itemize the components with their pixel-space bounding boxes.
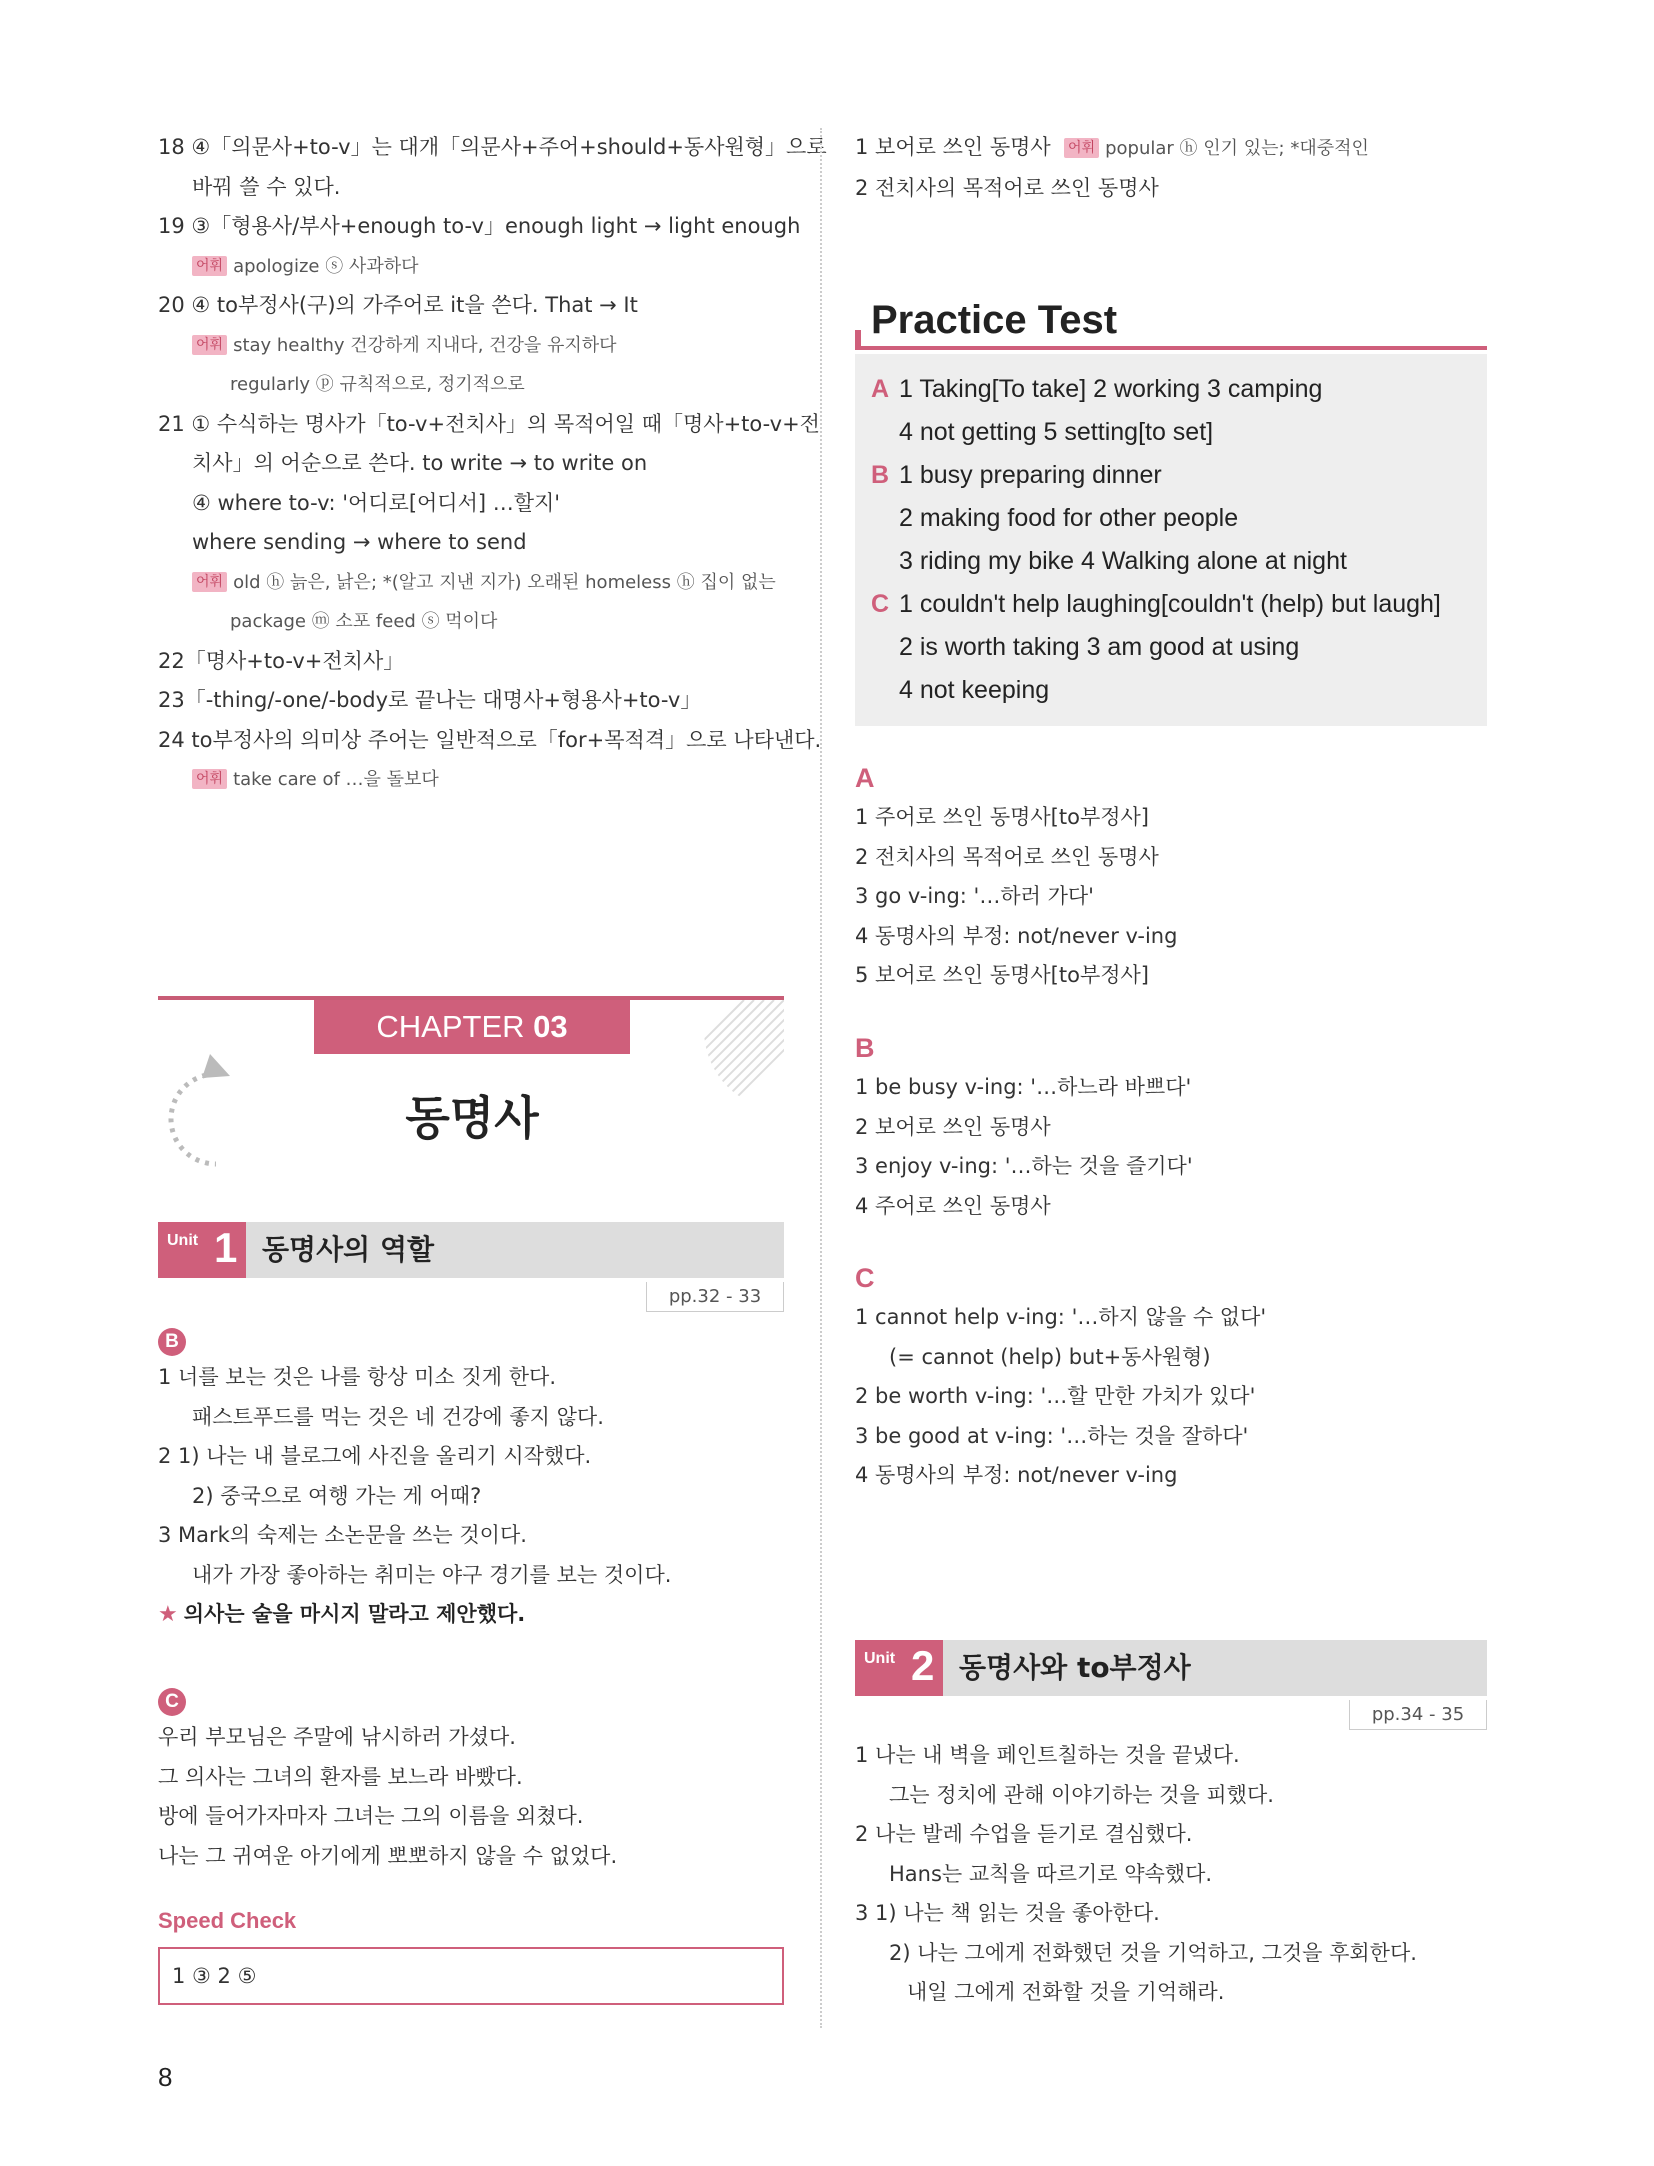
text-line [158,1358,784,1398]
unit1-section-b [158,1322,784,1635]
practice-test-row-text: 4 not getting 5 setting[to set] [899,418,1214,446]
text-line-content: 내일 그에게 전화할 것을 기억해라. [907,1980,1225,2004]
text-line-content: 19 ③「형용사/부사+enough to-v」enough light → light enough [158,214,801,238]
text-line [855,1456,1487,1496]
text-line [158,207,801,247]
text-line-content: 2) 중국으로 여행 가는 게 어때? [192,1483,482,1508]
text-line [158,286,784,326]
explanation-a-letter: A [855,763,875,793]
text-line [855,1736,1487,1776]
page-number: 8 [158,2062,173,2092]
vocab-tag: 어휘 [192,572,227,592]
right-top-list [855,128,1487,208]
text-line [855,1855,1487,1895]
unit1-pages: pp.32 - 33 [646,1282,784,1312]
text-line-content: 5 보어로 쓰인 동명사[to부정사] [855,963,1149,987]
speed-check-box [158,1947,784,2005]
circular-arrow-icon [158,1054,238,1174]
vocab-tag: 어휘 [192,769,227,789]
text-line-content: apologize ⓢ 사과하다 [233,255,419,277]
practice-test-row-text: 1 busy preparing dinner [899,461,1162,489]
text-line-content: 2 나는 발레 수업을 듣기로 결심했다. [855,1822,1193,1846]
practice-test-row-text: 2 is worth taking 3 am good at using [899,633,1300,661]
text-line [855,1894,1487,1934]
text-line-content: 4 주어로 쓰인 동명사 [855,1193,1051,1218]
chapter-number: 03 [533,1009,568,1044]
text-line-content: 2 be worth v-ing: '…할 만한 가치가 있다' [855,1384,1256,1408]
practice-test-header [855,296,1487,352]
text-line-content: 치사」의 어순으로 쓴다. to write → to write on [192,451,648,475]
practice-test-title: Practice Test [871,298,1118,342]
chapter-banner [158,996,784,1176]
right-top-line-1-vocab: popular ⓗ 인기 있는; *대중적인 [1105,138,1369,159]
text-line-content: 3 go v-ing: '…하러 가다' [855,884,1094,908]
vocab-tag: 어휘 [1064,138,1099,158]
text-line [855,1973,1487,2013]
unit1-c-line: 나는 그 귀여운 아기에게 뽀뽀하지 않을 수 없었다. [158,1843,618,1868]
text-line-content: 2) 나는 그에게 전화했던 것을 기억하고, 그것을 후회한다. [889,1940,1417,1965]
text-line [158,1556,784,1596]
left-answer-list [158,128,827,800]
unit1-c-line: 그 의사는 그녀의 환자를 보느라 바빴다. [158,1764,523,1789]
explanation-c-lines [855,1298,1487,1496]
practice-test-underline [855,346,1487,350]
text-line [158,405,820,445]
text-line-content: 패스트푸드를 먹는 것은 네 건강에 좋지 않다. [192,1404,604,1429]
text-line-content: 4 동명사의 부정: not/never v-ing [855,1463,1178,1487]
text-line [855,1298,1487,1338]
text-line [158,1516,784,1556]
unit2-badge-label: Unit [864,1650,896,1667]
practice-test-row-text: 3 riding my bike 4 Walking alone at night [899,547,1347,575]
text-line-content: where sending → where to send [192,530,527,554]
text-line [158,444,784,484]
practice-test-row-letter: C [871,590,890,618]
column-divider [820,128,822,2028]
text-line-content: ④ where to-v: '어디로[어디서] …할지' [192,490,561,515]
text-line-content: 20 ④ to부정사(구)의 가주어로 it을 쓴다. That → It [158,293,638,317]
speed-check-answer: 1 ③ 2 ⑤ [172,1964,257,1988]
explanations-b [855,1028,1487,1226]
explanations-a [855,758,1487,996]
text-line [158,128,827,168]
text-line-content: 그는 정치에 관해 이야기하는 것을 피했다. [889,1782,1274,1807]
unit1-c-line: 우리 부모님은 주말에 낚시하러 가셨다. [158,1725,516,1749]
text-line-content: 2 보어로 쓰인 동명사 [855,1114,1051,1139]
chapter-label [314,1000,630,1054]
practice-test-row [871,411,1471,454]
text-line-content: 2 전치사의 목적어로 쓰인 동명사 [855,844,1159,869]
practice-test-row [871,454,1471,497]
unit1-star-line [158,1595,784,1635]
speed-check-title: Speed Check [158,1908,297,1933]
text-line [158,681,784,721]
right-top-line-1-text: 1 보어로 쓰인 동명사 [855,135,1051,159]
text-line-content: 내가 가장 좋아하는 취미는 야구 경기를 보는 것이다. [192,1562,672,1587]
text-line [855,1108,1487,1148]
text-line-content: 1 be busy v-ing: '…하느라 바쁘다' [855,1075,1192,1099]
practice-test-row-text: 1 Taking[To take] 2 working 3 camping [899,375,1323,403]
text-line-content: 24 to부정사의 의미상 주어는 일반적으로「for+목적격」으로 나타낸다. [158,727,822,752]
text-line-content: 1 주어로 쓰인 동명사[to부정사] [855,805,1149,829]
practice-test-row-text: 1 couldn't help laughing[couldn't (help) but laugh] [899,590,1441,618]
text-line [855,838,1487,878]
practice-test-row [871,368,1471,411]
unit1-badge-number: 1 [214,1224,238,1271]
decorative-stripes-icon [684,1000,784,1110]
explanation-c-letter: C [855,1263,875,1293]
unit1-header [158,1222,784,1278]
unit1-badge-label: Unit [167,1232,199,1249]
explanation-b-lines [855,1068,1487,1226]
text-line [158,523,784,563]
text-line [855,1187,1487,1227]
text-line [855,1776,1487,1816]
text-line [158,365,784,405]
text-line-content: 1 너를 보는 것은 나를 항상 미소 짓게 한다. [158,1365,557,1389]
explanations-c [855,1258,1487,1496]
unit1-title: 동명사의 역할 [262,1233,435,1266]
text-line-content: regularly ⓟ 규칙적으로, 정기적으로 [230,374,525,395]
unit2-pages: pp.34 - 35 [1349,1700,1487,1730]
unit2-title: 동명사와 to부정사 [959,1651,1191,1684]
text-line [158,1398,784,1438]
chapter-title: 동명사 [405,1091,539,1145]
unit2-badge-number: 2 [911,1642,935,1689]
unit1-b-lines [158,1358,784,1595]
text-line-content: 21 ① 수식하는 명사가「to-v+전치사」의 목적어일 때「명사+to-v+전 [158,411,820,436]
text-line-content: 바꿔 쓸 수 있다. [192,174,341,199]
text-line [158,1477,784,1517]
unit1-c-letter: C [158,1688,186,1716]
text-line [158,602,784,642]
vocab-tag: 어휘 [192,335,227,355]
practice-test-row [871,626,1471,669]
right-top-line-2: 2 전치사의 목적어로 쓰인 동명사 [855,175,1159,200]
unit2-badge [855,1640,943,1696]
text-line-content: 4 동명사의 부정: not/never v-ing [855,923,1178,948]
practice-test-row-text: 2 making food for other people [899,504,1239,532]
practice-test-row-letter: B [871,461,890,489]
text-line [855,1338,1487,1378]
text-line-content: 3 Mark의 숙제는 소논문을 쓰는 것이다. [158,1523,527,1547]
unit1-b-letter: B [158,1328,186,1356]
text-line [855,1068,1487,1108]
practice-test-row-letter: A [871,375,890,403]
text-line-content: 1 나는 내 벽을 페인트칠하는 것을 끝냈다. [855,1743,1240,1767]
text-line [855,1934,1487,1974]
text-line [158,721,822,761]
text-line [855,956,1487,996]
practice-test-row [871,540,1471,583]
text-line [855,1815,1487,1855]
text-line [158,247,784,287]
text-line [855,917,1487,957]
practice-test-answers [855,354,1487,726]
text-line [855,798,1487,838]
text-line [855,877,1487,917]
unit1-c-line: 방에 들어가자마자 그녀는 그의 이름을 외쳤다. [158,1804,584,1828]
practice-test-row [871,497,1471,540]
unit1-section-c [158,1682,784,1876]
text-line-content: 3 1) 나는 책 읽는 것을 좋아한다. [855,1901,1160,1925]
text-line [855,1377,1487,1417]
text-line [158,168,784,208]
text-line [158,642,784,682]
chapter-label-text: CHAPTER [376,1009,525,1044]
text-line-content: 22「명사+to-v+전치사」 [158,648,405,673]
unit2-lines [855,1736,1487,2013]
text-line [158,1437,784,1477]
text-line [158,760,784,800]
text-line-content: 3 be good at v-ing: '…하는 것을 잘하다' [855,1423,1249,1448]
text-line-content: 23「-thing/-one/-body로 끝나는 대명사+형용사+to-v」 [158,688,702,712]
unit1-star-text: 의사는 술을 마시지 말라고 제안했다. [183,1602,526,1626]
text-line-content: old ⓗ 늙은, 낡은; *(알고 지낸 지가) 오래된 homeless ⓗ 집이 없는 [233,571,776,593]
practice-test-row-text: 4 not keeping [899,676,1050,704]
text-line-content: (= cannot (help) but+동사원형) [889,1344,1211,1369]
unit2-header [855,1640,1487,1696]
text-line-content: 2 1) 나는 내 블로그에 사진을 올리기 시작했다. [158,1444,592,1468]
unit1-badge [158,1222,246,1278]
star-icon: ★ [158,1602,178,1627]
text-line [158,326,784,366]
practice-test-row [871,583,1471,626]
text-line [158,563,784,603]
practice-test-row [871,669,1471,712]
text-line [855,1417,1487,1457]
explanation-a-lines [855,798,1487,996]
text-line [158,484,784,524]
vocab-tag: 어휘 [192,256,227,276]
text-line-content: 3 enjoy v-ing: '…하는 것을 즐기다' [855,1154,1193,1178]
text-line-content: stay healthy 건강하게 지내다, 건강을 유지하다 [233,334,617,356]
text-line-content: package ⓜ 소포 feed ⓢ 먹이다 [230,611,498,632]
text-line-content: 1 cannot help v-ing: '…하지 않을 수 없다' [855,1305,1267,1329]
text-line [855,1147,1487,1187]
explanation-b-letter: B [855,1033,875,1063]
text-line-content: 18 ④「의문사+to-v」는 대개「의문사+주어+should+동사원형」으로 [158,135,827,159]
text-line-content: take care of …을 돌보다 [233,769,439,790]
right-top-line-1 [855,128,1487,169]
text-line-content: Hans는 교칙을 따르기로 약속했다. [889,1861,1213,1886]
